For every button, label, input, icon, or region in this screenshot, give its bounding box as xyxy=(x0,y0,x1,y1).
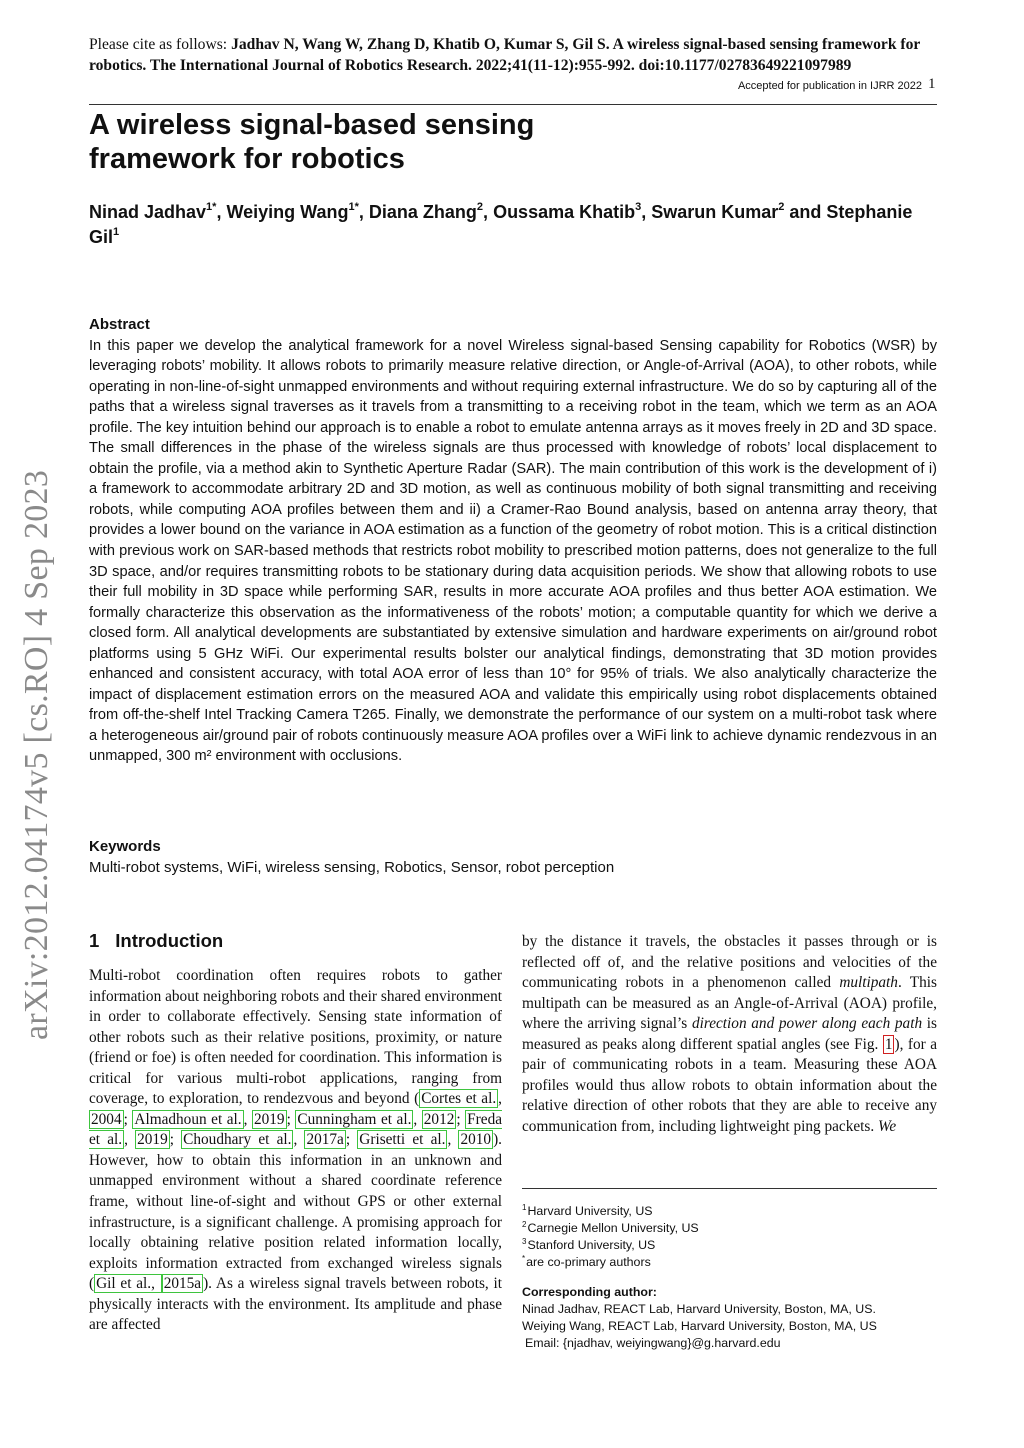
author-affiliation-mark: 1* xyxy=(348,201,359,213)
page-number: 1 xyxy=(928,76,936,92)
citation-group: Cortes et al. , 2004 ; Almadhoun et al. , 2019 ; Cunningham et al. , 2012 ; Freda et al. , 2019 ; Choudhary et al. , 2017a ; Grisetti et al. , 2010 xyxy=(89,1090,503,1149)
abstract-label: Abstract xyxy=(89,316,150,333)
citation-separator: ; xyxy=(456,1110,466,1128)
citation-separator: ; xyxy=(286,1110,296,1128)
author-affiliation-mark: 2 xyxy=(476,201,484,213)
intro-text-part: . This multipath can be measured as an Angle-of-Arrival (AOA) profile, where the arriving signal’s xyxy=(522,974,937,1033)
author-separator: and xyxy=(784,202,827,222)
citation-author: Cunningham et al. xyxy=(297,1110,412,1128)
citation-separator: ; xyxy=(345,1131,358,1149)
intro-paragraph xyxy=(89,966,502,1336)
citation-author: Gil et al. xyxy=(96,1275,152,1293)
footnote-divider xyxy=(522,1188,937,1189)
citation-author: Choudhary et al. xyxy=(183,1131,292,1149)
author-affiliation-mark: 1* xyxy=(206,201,217,213)
affiliation-mark: 3 xyxy=(522,1237,527,1246)
author-separator: , xyxy=(641,202,652,222)
cite-prefix: Please cite as follows: xyxy=(89,36,228,53)
author-affiliation-mark: 2 xyxy=(778,201,785,213)
corresponding-line: Weiying Wang, REACT Lab, Harvard University, Boston, MA, US xyxy=(522,1319,877,1333)
section-number: 1 xyxy=(89,930,100,951)
intro-italic-term: We xyxy=(878,1117,897,1135)
intro-text-part: ). As a wireless signal travels between robots, it physically interacts with the environment. Its amplitude and phase are affected xyxy=(89,1275,502,1334)
section-heading-introduction xyxy=(89,929,509,953)
affiliation-list xyxy=(522,1203,937,1271)
citation-link[interactable] xyxy=(132,1110,243,1129)
affiliation-text: are co-primary authors xyxy=(526,1255,651,1269)
intro-text-part: by the distance it travels, the obstacles it passes through or is reflected off of, and the relative positions and velocities of the communicating robots in a phenomenon called xyxy=(522,933,937,992)
intro-left-column xyxy=(89,966,502,1336)
author-separator: , xyxy=(483,202,494,222)
citation-year-link[interactable] xyxy=(162,1274,203,1293)
arxiv-stamp: arXiv:2012.04174v5 [cs.RO] 4 Sep 2023 xyxy=(18,469,55,1040)
citation-link[interactable] xyxy=(295,1110,413,1129)
intro-italic-term: direction and power along each path xyxy=(691,1015,923,1033)
abstract-text: In this paper we develop the analytical framework for a novel Wireless signal-based Sensing capability for Robotics (WSR) by leveraging robots’ mobility. It allows robots to primarily measure relative direction, or Angle-of-Arrival (AOA), to other robots, while operating in non-line-of-sight unmapped environments and without requiring external infrastructure. We do so by capturing all of the paths that a wireless signal traverses as it travels from a transmitting to a receiving robot in the team, which we term as an AOA profile. The key intuition behind our approach is to enable a robot to emulate antenna arrays as it moves freely in 2D and 3D space. The small differences in the phase of the wireless signals are thus processed with knowledge of robots’ local displacement to obtain the profile, via a method akin to Synthetic Aperture Radar (SAR). The main contribution of this work is the development of i) a framework to accommodate arbitrary 2D and 3D motion, as well as continuous mobility of both signal transmitting and receiving robots, while computing AOA profiles between them and ii) a Cramer-Rao Bound analysis, based on antenna array theory, that provides a lower bound on the variance in AOA estimation as a function of the geometry of robot motion. This is a critical distinction with previous work on SAR-based methods that restricts robot mobility to prescribed motion patterns, does not generalize to the full 3D space, and/or requires transmitting robots to be stationary during data acquisition periods. We show that allowing robots to use their full mobility in 3D space while performing SAR, results in more accurate AOA profiles and thus better AOA estimation. We formally characterize this observation as the informativeness of the robots’ motion; a computable quantity for which we derive a closed form. All analytical developments are substantiated by extensive simulation and hardware experiments on air/ground robot platforms using 5 GHz WiFi. Our experimental results bolster our analytical findings, demonstrating that 3D motion provides enhanced and consistent accuracy, with total AOA error of less than 10° for 95% of trials. We also analytically characterize the impact of displacement estimation errors on the measured AOA and validate this empirically using robot displacements obtained from off-the-shelf Intel Tracking Camera T265. Finally, we demonstrate the performance of our system on a multi-robot task where a heterogeneous air/ground pair of robots continuously measure AOA profiles over a WiFi link to achieve dynamic rendezvous in an unmapped, 300 m² environment with occlusions. xyxy=(89,337,937,765)
keywords-text: Multi-robot systems, WiFi, wireless sensing, Robotics, Sensor, robot perception xyxy=(89,859,615,876)
citation-separator: ; xyxy=(123,1110,133,1128)
abstract-section xyxy=(89,315,937,767)
keywords-section xyxy=(89,836,937,878)
author-separator: , xyxy=(358,202,369,222)
author-name: Diana Zhang xyxy=(368,202,477,222)
figure-reference-link[interactable]: 1 xyxy=(884,1035,893,1053)
author-affiliation-mark: 1 xyxy=(113,226,120,238)
section-title: Introduction xyxy=(115,930,224,951)
intro-italic-term: multipath xyxy=(839,974,898,992)
citation-link[interactable]: Gil et al., xyxy=(96,1275,160,1293)
citation-text: Jadhav N, Wang W, Zhang D, Khatib O, Kumar S, Gil S. A wireless signal-based sensing framework for robotics. The International Journal of Robotics Research. 2022;41(11-12):955-992. doi:10.1177/02783649221097989 xyxy=(89,36,921,74)
paper-title: A wireless signal-based sensing framework for robotics xyxy=(89,109,535,175)
affiliation-item xyxy=(522,1237,937,1254)
citation-author: Cortes et al. xyxy=(421,1090,497,1108)
accepted-note: Accepted for publication in IJRR 2022 xyxy=(737,80,922,92)
citation-author: Freda et al. xyxy=(89,1110,503,1149)
citation-link[interactable] xyxy=(357,1130,447,1149)
intro-text-part: ), for a pair of communicating robots in a team. Measuring these AOA profiles would thus allow robots to obtain information about the relative direction of other robots that they are able to receive any communication from, including lightweight ping packets. xyxy=(522,1035,937,1135)
citation-year-link[interactable]: 2017a xyxy=(306,1131,344,1149)
author-name: Swarun Kumar xyxy=(651,202,779,222)
author-name: Stephanie Gil xyxy=(89,202,913,247)
author-affiliation-mark: 3 xyxy=(635,201,642,213)
citation-year-link[interactable]: 2019 xyxy=(253,1110,285,1128)
corresponding-email[interactable]: Email: {njadhav, weiyingwang}@g.harvard.edu xyxy=(525,1336,781,1350)
affiliation-item xyxy=(522,1254,937,1271)
citation-link[interactable] xyxy=(419,1089,498,1108)
citation-author: Almadhoun et al. xyxy=(134,1110,242,1128)
citation-year-link[interactable]: 2019 xyxy=(137,1131,168,1149)
citation-link[interactable] xyxy=(181,1130,293,1149)
affiliation-mark: 2 xyxy=(522,1220,527,1229)
footnotes xyxy=(522,1203,937,1352)
affiliation-text: Harvard University, US xyxy=(527,1204,653,1218)
corresponding-label: Corresponding author: xyxy=(522,1285,657,1299)
intro-text-part: ). However, how to obtain this information in an unknown and unmapped environment without a shared coordinate reference frame, without line-of-sight and without GPS or other external infrastructure, is a significant challenge. A promising approach for locally obtaining relative position related information locally, exploits information extracted from exchanged wireless signals ( xyxy=(89,1131,502,1293)
affiliation-item xyxy=(522,1203,937,1220)
citation-author: Grisetti et al. xyxy=(359,1131,446,1149)
citation-separator: ; xyxy=(169,1131,182,1149)
citation-block xyxy=(89,34,937,76)
citation-year-link[interactable]: 2010 xyxy=(460,1131,492,1149)
affiliation-mark: * xyxy=(522,1254,526,1263)
intro-paragraph-continued xyxy=(522,932,937,1137)
affiliation-text: Carnegie Mellon University, US xyxy=(527,1221,699,1235)
affiliation-mark: 1 xyxy=(522,1203,527,1212)
citation-year-link[interactable]: 2012 xyxy=(423,1110,455,1128)
intro-text-part: is measured as peaks along different spatial angles (see Fig. xyxy=(522,1015,937,1053)
citation-year-link[interactable]: 2004 xyxy=(91,1110,122,1128)
corresponding-author xyxy=(522,1284,937,1352)
intro-text-part: Multi-robot coordination often requires robots to gather information about neighboring robots and their shared environment in order to collaborate effectively. Sensing state information of other robots such as their relative positions, proximity, or nature (friend or foe) is often needed for coordination. This information is critical for various multi-robot applications, ranging from coverage, to exploration, to rendezvous and beyond ( xyxy=(89,967,502,1108)
author-list xyxy=(89,200,937,250)
author-name: Oussama Khatib xyxy=(493,202,636,222)
keywords-label: Keywords xyxy=(89,838,161,855)
affiliation-text: Stanford University, US xyxy=(527,1238,656,1252)
affiliation-item xyxy=(522,1220,937,1237)
corresponding-line: Ninad Jadhav, REACT Lab, Harvard University, Boston, MA, US. xyxy=(522,1302,876,1316)
citation-year: 2015a xyxy=(163,1275,202,1293)
author-name: Weiying Wang xyxy=(226,202,349,222)
author-separator: , xyxy=(216,202,227,222)
intro-right-column xyxy=(522,932,937,1137)
author-name: Ninad Jadhav xyxy=(89,202,207,222)
header-divider xyxy=(89,104,937,105)
